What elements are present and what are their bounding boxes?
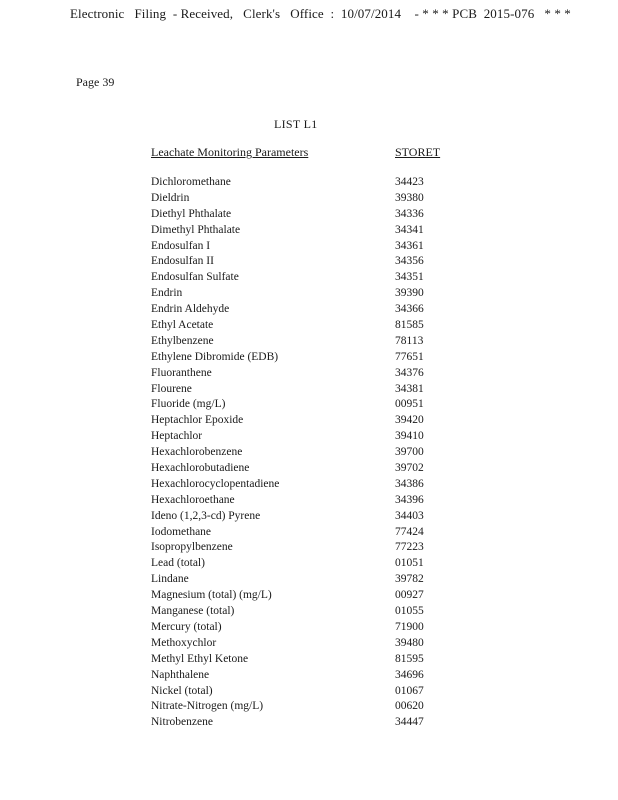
storet-code: 39480 — [395, 636, 424, 649]
storet-code: 39410 — [395, 430, 424, 443]
storet-code: 34376 — [395, 366, 424, 379]
storet-code: 01051 — [395, 557, 424, 570]
parameter-name: Dieldrin — [151, 191, 190, 204]
parameter-name: Ethylene Dibromide (EDB) — [151, 350, 279, 363]
storet-code: 01067 — [395, 684, 424, 697]
parameter-name: Ethyl Acetate — [151, 319, 214, 332]
table-row — [151, 668, 471, 684]
table-row — [151, 270, 471, 286]
parameter-name: Endosulfan I — [151, 239, 211, 252]
table-row — [151, 350, 471, 366]
table-row — [151, 413, 471, 429]
parameter-name: Mercury (total) — [151, 620, 222, 633]
storet-code: 39782 — [395, 573, 424, 586]
storet-code: 34386 — [395, 477, 424, 490]
storet-code: 34696 — [395, 668, 424, 681]
storet-code: 34361 — [395, 239, 424, 252]
storet-code: 39702 — [395, 462, 424, 475]
table-row — [151, 477, 471, 493]
table-row — [151, 556, 471, 572]
storet-code: 00620 — [395, 700, 424, 713]
table-row — [151, 461, 471, 477]
parameter-name: Hexachloroethane — [151, 493, 235, 506]
parameter-name: Fluoride (mg/L) — [151, 398, 226, 411]
table-row — [151, 588, 471, 604]
table-row — [151, 191, 471, 207]
table-row — [151, 334, 471, 350]
parameter-name: Endosulfan Sulfate — [151, 271, 239, 284]
parameter-name: Lead (total) — [151, 557, 205, 570]
storet-code: 34366 — [395, 303, 424, 316]
parameter-name: Hexachlorocyclopentadiene — [151, 477, 280, 490]
filing-header: Electronic Filing - Received, Clerk's Office : 10/07/2014 - * * * PCB 2015-076 * * * — [70, 6, 571, 21]
table-row — [151, 509, 471, 525]
page-number: Page 39 — [76, 75, 115, 89]
parameter-name: Heptachlor Epoxide — [151, 414, 244, 427]
column-header-storet: STORET — [395, 145, 441, 159]
table-row — [151, 652, 471, 668]
parameter-name: Diethyl Phthalate — [151, 207, 232, 220]
parameter-name: Dichloromethane — [151, 176, 231, 188]
table-row — [151, 239, 471, 255]
table-row — [151, 318, 471, 334]
storet-code: 01055 — [395, 605, 424, 618]
storet-code: 34356 — [395, 255, 424, 268]
table-row — [151, 493, 471, 509]
table-row — [151, 525, 471, 541]
storet-code: 77223 — [395, 541, 424, 554]
parameter-list — [151, 175, 471, 731]
parameter-name: Nitrate-Nitrogen (mg/L) — [151, 700, 264, 713]
parameter-name: Heptachlor — [151, 430, 203, 443]
storet-code: 71900 — [395, 620, 424, 633]
storet-code: 81585 — [395, 319, 424, 332]
storet-code: 34336 — [395, 207, 424, 220]
table-row — [151, 254, 471, 270]
table-row — [151, 604, 471, 620]
parameter-name: Endrin Aldehyde — [151, 303, 230, 316]
storet-code: 77651 — [395, 350, 424, 363]
table-row — [151, 366, 471, 382]
parameter-name: Naphthalene — [151, 668, 210, 681]
table-row — [151, 286, 471, 302]
storet-code: 34403 — [395, 509, 424, 522]
storet-code: 39420 — [395, 414, 424, 427]
storet-code: 39380 — [395, 191, 424, 204]
storet-code: 00951 — [395, 398, 424, 411]
table-row — [151, 699, 471, 715]
storet-code: 34423 — [395, 176, 424, 188]
table-row — [151, 397, 471, 413]
parameter-name: Iodomethane — [151, 525, 212, 538]
table-row — [151, 302, 471, 318]
table-row — [151, 572, 471, 588]
storet-code: 77424 — [395, 525, 424, 538]
parameter-name: Endrin — [151, 287, 183, 300]
storet-code: 34351 — [395, 271, 424, 284]
parameter-name: Nitrobenzene — [151, 716, 213, 729]
storet-code: 39700 — [395, 446, 424, 459]
parameter-name: Endosulfan II — [151, 255, 214, 268]
table-row — [151, 223, 471, 239]
parameter-name: Fluoranthene — [151, 366, 212, 379]
table-row — [151, 715, 471, 731]
parameter-name: Lindane — [151, 573, 189, 586]
table-row — [151, 429, 471, 445]
parameter-name: Hexachlorobutadiene — [151, 462, 250, 475]
parameter-name: Dimethyl Phthalate — [151, 223, 241, 236]
parameter-name: Hexachlorobenzene — [151, 446, 243, 459]
parameter-name: Ideno (1,2,3-cd) Pyrene — [151, 509, 261, 522]
storet-code: 00927 — [395, 589, 424, 602]
storet-code: 34447 — [395, 716, 424, 729]
column-header-parameter: Leachate Monitoring Parameters — [151, 145, 309, 159]
storet-code: 39390 — [395, 287, 424, 300]
parameter-name: Isopropylbenzene — [151, 541, 233, 554]
parameter-name: Flourene — [151, 382, 192, 395]
parameter-name: Methoxychlor — [151, 636, 217, 649]
table-row — [151, 382, 471, 398]
parameter-name: Nickel (total) — [151, 684, 213, 697]
table-row — [151, 684, 471, 700]
storet-code: 34381 — [395, 382, 424, 395]
storet-code: 78113 — [395, 334, 424, 347]
storet-code: 34396 — [395, 493, 424, 506]
table-row — [151, 207, 471, 223]
table-row — [151, 175, 471, 191]
table-row — [151, 540, 471, 556]
table-row — [151, 636, 471, 652]
parameter-name: Manganese (total) — [151, 605, 235, 618]
list-title: LIST L1 — [274, 117, 318, 131]
parameter-name: Methyl Ethyl Ketone — [151, 652, 249, 665]
table-row — [151, 620, 471, 636]
parameter-name: Magnesium (total) (mg/L) — [151, 589, 272, 602]
storet-code: 81595 — [395, 652, 424, 665]
table-row — [151, 445, 471, 461]
parameter-name: Ethylbenzene — [151, 334, 214, 347]
storet-code: 34341 — [395, 223, 424, 236]
